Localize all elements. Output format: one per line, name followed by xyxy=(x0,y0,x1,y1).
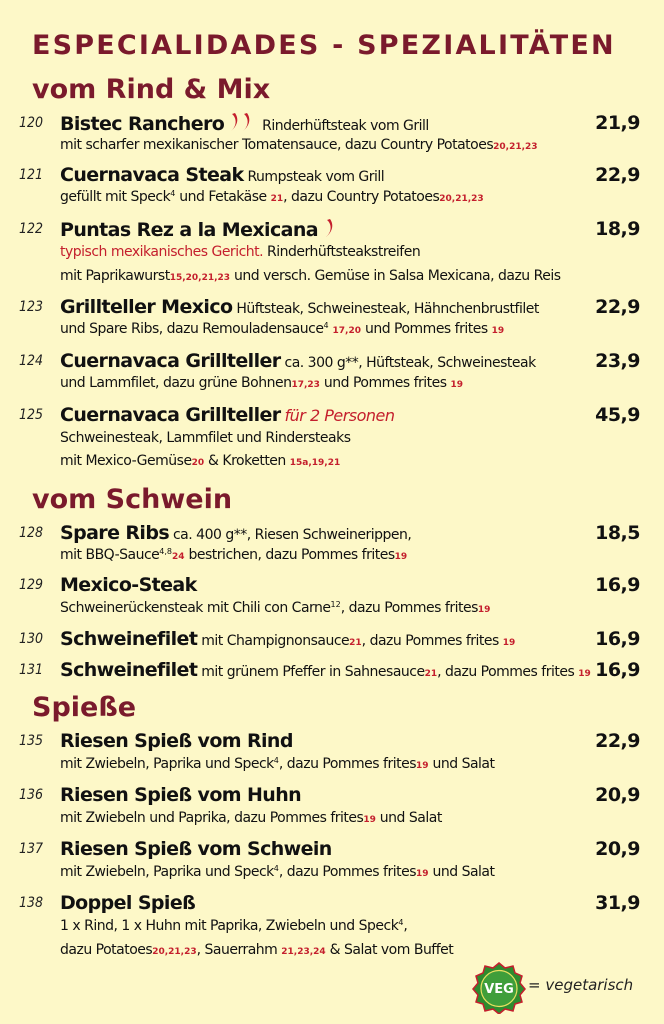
item-price: 18,9 xyxy=(595,218,640,240)
chili-icon xyxy=(322,218,338,242)
allergen-ref: 19 xyxy=(416,761,429,771)
allergen-ref: 19 xyxy=(394,552,408,562)
item-number: 136 xyxy=(19,787,44,803)
item-description: ca. 400 g**, Riesen Schweinerippen, xyxy=(172,527,412,543)
item-number: 123 xyxy=(19,299,44,315)
item-price: 22,9 xyxy=(595,296,640,318)
item-number: 131 xyxy=(19,662,44,678)
item-number: 125 xyxy=(19,407,44,423)
item-price: 22,9 xyxy=(595,730,640,752)
allergen-ref: 15a,19,21 xyxy=(289,458,341,468)
item-price: 21,9 xyxy=(595,112,640,134)
item-number: 137 xyxy=(19,841,44,857)
section-title-spiesse: Spieße xyxy=(32,692,137,723)
item-price: 45,9 xyxy=(595,404,640,426)
item-description: Rumpsteak vom Grill xyxy=(247,169,385,185)
item-number: 130 xyxy=(19,631,44,647)
item-name: Cuernavaca Grillteller xyxy=(60,350,281,372)
item-number: 135 xyxy=(19,733,44,749)
allergen-ref: 19 xyxy=(363,815,376,825)
item-description: Hüftsteak, Schweinesteak, Hähnchenbrustfilet xyxy=(236,301,539,317)
veg-legend xyxy=(472,962,652,1014)
section-title-rind: vom Rind & Mix xyxy=(32,74,271,105)
item-name: Spare Ribs xyxy=(60,522,170,544)
section-title-schwein: vom Schwein xyxy=(32,484,233,515)
allergen-ref: 20,21,23 xyxy=(152,947,197,957)
item-name: Riesen Spieß vom Huhn xyxy=(60,784,302,806)
item-number: 121 xyxy=(19,167,44,183)
item-number: 138 xyxy=(19,895,44,911)
allergen-ref: 19 xyxy=(416,869,429,879)
item-number: 124 xyxy=(19,353,44,369)
item-price: 16,9 xyxy=(595,628,640,650)
veg-badge-icon xyxy=(472,962,526,1014)
highlight-text: typisch mexikanisches Gericht. xyxy=(60,244,264,260)
allergen-ref: 21 xyxy=(424,669,438,679)
item-name: Doppel Spieß xyxy=(60,892,196,914)
allergen-ref: 19 xyxy=(450,380,464,390)
item-name: Grillteller Mexico xyxy=(60,296,233,318)
item-price: 18,5 xyxy=(595,522,640,544)
allergen-ref: 17,20 xyxy=(332,326,361,336)
allergen-ref: 17,23 xyxy=(291,380,320,390)
item-price: 16,9 xyxy=(595,659,640,681)
item-name: Puntas Rez a la Mexicana xyxy=(60,219,318,241)
allergen-ref: 19 xyxy=(491,326,505,336)
menu-page: ESPECIALIDADES - SPEZIALITÄTEN vom Rind & Mix 120 Bistec Ranchero Rinderhüftsteak vom Grill mit scharfer mexikanischer Tomatensauce, dazu Country Potatoes20,21,23 21,9 121 Cuernavaca Steak Rumpsteak vom Grill gefüllt mit Speck$^4$ und Fetakäse 21, dazu Country Potatoes20,21,23 22,9 122 Puntas Rez a la Mexicana typisch mexikanisches Gericht. Rinderhüftsteakstreifen mit Paprikawurst15,20,21,23 und versch. Gemüse in Salsa Mexicana, dazu Reis 18,9 123 Grillteller Mexico Hüftsteak, Schweinesteak, Hähnchenbrustfilet und Spare Ribs, dazu Remouladensauce$^4$ 17,20 und Pommes frites 19 22,9 124 Cuernavaca Grillteller ca. 300 g**, Hüftsteak, Schweinesteak und Lammfilet, dazu grüne Bohnen17,23 und Pommes frites 19 23,9 125 Cuernavaca Grillteller für 2 Personen Schweinesteak, Lammfilet und Rindersteaks mit Mexico-Gemüse20 & Kroketten 15a,19,21 45,9 vom Schwein 128 Spare Ribs ca. 400 g**, Riesen Schweinerippen, mit BBQ-Sauce$^{4,8}$24 bestrichen, dazu Pommes frites19 18,5 129 Mexico-Steak Schweinerückensteak mit Chili con Carne$^{12}$, dazu Pommes frites19 16,9 130 Schweinefilet mit Champignonsauce21, dazu Pommes frites 19 16,9 131 Schweinefilet mit grünem Pfeffer in Sahnesauce21, dazu Pommes frites 19 16,9 Spieße 135 Riesen Spieß vom Rind mit Zwiebeln, Paprika und Speck$^4$, dazu Pommes frites19 und Salat 22,9 136 Riesen Spieß vom Huhn mit Zwiebeln und Paprika, dazu Pommes frites19 und Salat 20,9 137 Riesen Spieß vom Schwein mit Zwiebeln, Paprika und Speck$^4$, dazu Pommes frites19 und Salat 20,9 138 Doppel Spieß 1 x Rind, 1 x Huhn mit Paprika, Zwiebeln und Speck$^4$, dazu Potatoes20,21,23, Sauerrahm 21,23,24 & Salat vom Buffet 31,9 VEG = vegetarisch xyxy=(0,0,664,1024)
allergen-ref: 20 xyxy=(191,458,205,468)
item-name: Riesen Spieß vom Schwein xyxy=(60,838,332,860)
item-name: Schweinefilet xyxy=(60,659,198,681)
item-number: 120 xyxy=(19,115,44,131)
item-price: 20,9 xyxy=(595,838,640,860)
item-price: 20,9 xyxy=(595,784,640,806)
chili-icon xyxy=(228,112,258,136)
allergen-ref: 19 xyxy=(502,638,516,648)
allergen-ref: 21 xyxy=(349,638,362,648)
item-number: 129 xyxy=(19,577,44,593)
item-description: ca. 300 g**, Hüftsteak, Schweinesteak xyxy=(284,355,536,371)
item-name: Schweinefilet xyxy=(60,628,198,650)
item-name: Mexico-Steak xyxy=(60,574,197,596)
item-name: Cuernavaca Grillteller xyxy=(60,404,281,426)
allergen-ref: 21 xyxy=(270,194,284,204)
allergen-ref: 15,20,21,23 xyxy=(169,273,231,283)
allergen-ref: 20,21,23 xyxy=(439,194,484,204)
item-number: 128 xyxy=(19,525,44,541)
veg-label: = vegetarisch xyxy=(528,976,634,994)
item-description: Rinderhüftsteak vom Grill xyxy=(262,118,429,134)
item-price: 16,9 xyxy=(595,574,640,596)
item-number: 122 xyxy=(19,221,44,237)
item-price: 31,9 xyxy=(595,892,640,914)
allergen-ref: 19 xyxy=(578,669,591,679)
veg-badge-text: VEG xyxy=(484,982,514,997)
allergen-ref: 20,21,23 xyxy=(493,142,538,152)
item-price: 22,9 xyxy=(595,164,640,186)
allergen-ref: 21,23,24 xyxy=(281,947,326,957)
page-title: ESPECIALIDADES - SPEZIALITÄTEN xyxy=(32,30,616,61)
item-price: 23,9 xyxy=(595,350,640,372)
item-name: Riesen Spieß vom Rind xyxy=(60,730,293,752)
allergen-ref: 24 xyxy=(172,552,185,562)
item-name: Bistec Ranchero xyxy=(60,113,225,135)
persons-note: für 2 Personen xyxy=(284,406,395,425)
item-name: Cuernavaca Steak xyxy=(60,164,244,186)
allergen-ref: 19 xyxy=(477,605,491,615)
